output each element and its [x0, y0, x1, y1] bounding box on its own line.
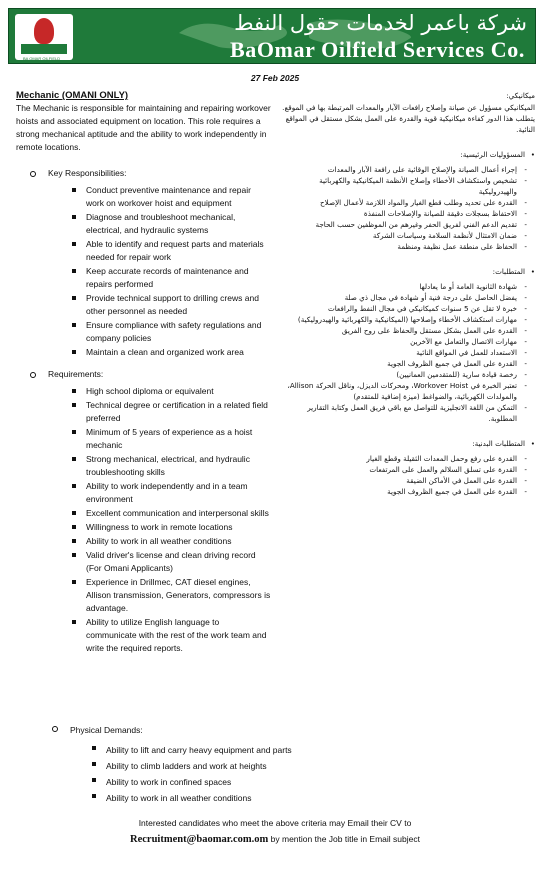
list-item: Ability to lift and carry heavy equipment and parts	[106, 742, 450, 758]
list-item: Ability to work in confined spaces	[106, 774, 450, 790]
list-item: - القدرة على العمل في جميع الظروف الجوية	[280, 486, 517, 497]
recruitment-email-link[interactable]: Recruitment@baomar.com.om	[130, 834, 269, 845]
list-item: - القدرة على العمل في الأماكن الضيقة	[280, 475, 517, 486]
list-item: Keep accurate records of maintenance and repairs performed	[86, 265, 271, 291]
list-item: - إجراء أعمال الصيانة والإصلاح الوقائية على رافعة الآبار والمعدات	[280, 164, 517, 175]
posting-date: 27 Feb 2025	[250, 73, 300, 83]
list-item: Willingness to work in remote locations	[86, 521, 271, 534]
circle-bullet-icon	[30, 171, 36, 177]
header-banner	[8, 8, 536, 64]
arabic-requirements-heading: • المتطلبات:	[280, 266, 535, 277]
list-item: - القدرة على العمل بشكل مستقل والحفاظ على روح الفريق	[280, 325, 517, 336]
list-item: - تشخيص واستكشاف الأخطاء وإصلاح الأنظمة الميكانيكية والكهربائية والهيدروليكية	[280, 175, 517, 197]
list-item: Excellent communication and interpersonal skills	[86, 507, 271, 520]
list-item: - خبرة لا تقل عن 5 سنوات كميكانيكي في مجال النفط والرافعات	[280, 303, 517, 314]
list-item: - القدرة على تحديد وطلب قطع الغيار والمواد اللازمة لأعمال الإصلاح	[280, 197, 517, 208]
flame-icon	[34, 18, 54, 44]
list-item: Able to identify and request parts and materials needed for repair work	[86, 238, 271, 264]
list-item: Ability to work in all weather conditions	[86, 535, 271, 548]
circle-bullet-icon	[30, 372, 36, 378]
arabic-column	[280, 90, 535, 497]
list-item: - القدرة على العمل في جميع الظروف الجوية	[280, 358, 517, 369]
list-item: - تقديم الدعم الفني لفريق الحفر وغيرهم من الموظفين حسب الحاجة	[280, 219, 517, 230]
physical-list	[106, 742, 450, 806]
footer-line-2-text: by mention the Job title in Email subject	[268, 834, 420, 844]
list-item: Provide technical support to drilling crews and other personnel as needed	[86, 292, 271, 318]
list-item: High school diploma or equivalent	[86, 385, 271, 398]
requirements-list	[86, 385, 271, 655]
list-item: Minimum of 5 years of experience as a hoist mechanic	[86, 426, 271, 452]
footer-line-1: Interested candidates who meet the above criteria may Email their CV to	[138, 818, 412, 828]
english-column	[16, 90, 271, 656]
physical-heading: Physical Demands:	[50, 722, 450, 738]
list-item: Valid driver's license and clean driving record (For Omani Applicants)	[86, 549, 271, 575]
list-item: Technical degree or certification in a related field preferred	[86, 399, 271, 425]
arabic-responsibilities-heading: • المسؤوليات الرئيسية:	[280, 149, 535, 160]
list-item: Ensure compliance with safety regulations and company policies	[86, 319, 271, 345]
list-item: - الحفاظ على منطقة عمل نظيفة ومنظمة	[280, 241, 517, 252]
company-name-english: BaOmar Oilfield Services Co.	[229, 37, 525, 62]
list-item: - مهارات الاتصال والتعامل مع الآخرين	[280, 336, 517, 347]
list-item: - يفضل الحاصل على درجة فنية أو شهادة في مجال ذي صلة	[280, 292, 517, 303]
company-name-arabic: شركة باعمر لخدمات حقول النفط	[234, 11, 527, 35]
list-item: Conduct preventive maintenance and repair work on workover hoist and equipment	[86, 184, 271, 210]
list-item: - تعتبر الخبرة في Workover Hoist، ومحركات الديزل، وناقل الحركة Allison، والمولدات الكهربائية، والضواغط (ميزة إضافية للمتقدم)	[280, 380, 517, 402]
list-item: Maintain a clean and organized work area	[86, 346, 271, 359]
arabic-physical-list	[280, 453, 517, 497]
requirements-heading: Requirements:	[16, 368, 271, 381]
list-item: - ضمان الامتثال لأنظمة السلامة وسياسات الشركة	[280, 230, 517, 241]
list-item: - القدرة على تسلق السلالم والعمل على المرتفعات	[280, 464, 517, 475]
circle-bullet-icon	[52, 726, 58, 732]
responsibilities-heading: Key Responsibilities:	[16, 167, 271, 180]
job-title: Mechanic (OMANI ONLY)	[16, 90, 129, 101]
list-item: Ability to work in all weather conditions	[106, 790, 450, 806]
footer-line-2	[0, 831, 550, 848]
list-item: Experience in Drillmec, CAT diesel engines, Allison transmission, Generators, compressors is advantage.	[86, 577, 271, 613]
list-item: - مهارات استكشاف الأخطاء وإصلاحها (الميكانيكية والكهربائية والهيدروليكية)	[280, 314, 517, 325]
list-item: Ability to climb ladders and work at heights	[106, 758, 450, 774]
list-item: Ability to utilize English language to communicate with the rest of the work team and write the required reports.	[86, 616, 271, 655]
responsibilities-list	[86, 184, 271, 359]
list-item: Diagnose and troubleshoot mechanical, electrical, and hydraulic systems	[86, 211, 271, 237]
list-item: Ability to work independently and in a team environment	[86, 480, 271, 506]
list-item: Strong mechanical, electrical, and hydraulic troubleshooting skills	[86, 453, 271, 479]
arabic-responsibilities-list	[280, 164, 517, 252]
arabic-requirements-list	[280, 281, 517, 424]
list-item: - الاحتفاظ بسجلات دقيقة للصيانة والإصلاحات المنفذة	[280, 208, 517, 219]
job-intro: The Mechanic is responsible for maintaining and repairing workover hoists and associated equipment on location. This role requires a strong mechanical aptitude and the ability to work independently in remote locations.	[16, 103, 271, 152]
list-item: - رخصة قيادة سارية (للمتقدمين العمانيين)	[280, 369, 517, 380]
list-item: - التمكن من اللغة الانجليزية للتواصل مع باقي فريق العمل وكتابة التقارير المطلوبة.	[280, 402, 517, 424]
application-instructions	[0, 815, 550, 848]
physical-demands-section	[50, 722, 450, 806]
list-item: - شهادة الثانوية العامة أو ما يعادلها	[280, 281, 517, 292]
list-item: - القدرة على رفع وحمل المعدات الثقيلة وقطع الغيار	[280, 453, 517, 464]
arabic-intro: الميكانيكي مسؤول عن صيانة وإصلاح رافعات الآبار والمعدات المرتبطة بها في الموقع. يتطلب هذا الدور كفاءة ميكانيكية قوية والقدرة على العمل بشكل مستقل في المواقع النائية.	[282, 103, 535, 134]
list-item: - الاستعداد للعمل في المواقع النائية	[280, 347, 517, 358]
arabic-job-title: ميكانيكي:	[506, 91, 535, 100]
company-logo: BA OMAR OILFIELD	[15, 14, 73, 60]
arabic-physical-heading: • المتطلبات البدنية:	[280, 438, 535, 449]
